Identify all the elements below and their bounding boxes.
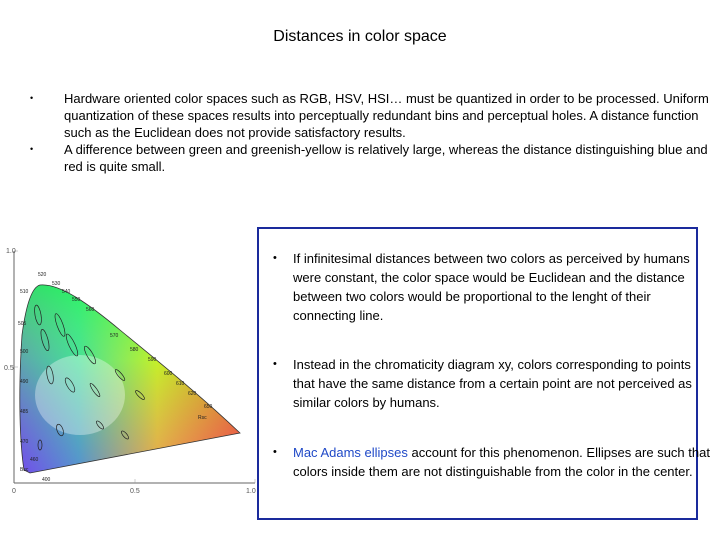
wavelength-label: 520 — [38, 272, 47, 278]
wavelength-label: 610 — [176, 381, 185, 387]
wavelength-label: 530 — [52, 281, 61, 287]
x-tick-label: 0.5 — [130, 488, 140, 495]
wavelength-label: 550 — [72, 297, 81, 303]
wavelength-label: 460 — [30, 457, 39, 463]
wavelength-label: 490 — [20, 379, 29, 385]
bullet-text: Hardware oriented color spaces such as RGB, HSV, HSI… must be quantized in order to be processed. Uniform quantization of these spaces results into perceptually redundant bins and perceptual holes. A distance function such as the Euclidean does not provide satisfactory results. — [64, 91, 709, 140]
bullet-marker: • — [273, 252, 277, 264]
chromaticity-diagram — [0, 245, 262, 500]
wavelength-label: 400 — [42, 477, 51, 483]
wavelength-label: 485 — [20, 409, 29, 415]
bullet-item — [273, 443, 713, 481]
bullet-text: account for this phenomenon. Ellipses are such that colors inside them are not distinguishable from the color in the center. — [293, 445, 710, 479]
wavelength-label: 600 — [164, 371, 173, 377]
explanation-box — [257, 227, 710, 520]
bullet-item — [30, 141, 720, 175]
gamut-fill — [0, 245, 262, 500]
wavelength-label: 510 — [20, 289, 29, 295]
wavelength-label: 580 — [130, 347, 139, 353]
wavelength-label: 620 — [188, 391, 197, 397]
y-tick-label: 1.0 — [6, 248, 16, 255]
bullet-text: If infinitesimal distances between two colors as perceived by humans were constant, the color space would be Euclidean and the distance between two colors would be proportional to the lenght of their connecting line. — [293, 251, 690, 323]
wavelength-label: 505 — [18, 321, 27, 327]
wavelength-label: 590 — [148, 357, 157, 363]
wavelength-label: Bsc — [20, 467, 29, 473]
wavelength-label: 560 — [86, 307, 95, 313]
bullet-marker: • — [30, 144, 34, 154]
bullet-marker: • — [273, 358, 277, 370]
bullet-marker: • — [273, 446, 277, 458]
top-bullet-list — [30, 90, 720, 175]
bullet-item — [273, 355, 713, 412]
wavelength-label: Rsc — [198, 415, 207, 421]
y-tick-label: 0.5 — [4, 365, 14, 372]
slide-title: Distances in color space — [273, 28, 447, 45]
wavelength-label: 570 — [110, 333, 119, 339]
wavelength-label: 540 — [62, 289, 71, 295]
bullet-marker: • — [30, 93, 34, 103]
bullet-text: Instead in the chromaticity diagram xy, colors corresponding to points that have the same distance from a certain point are not perceived as similar colors by humans. — [293, 357, 692, 410]
wavelength-label: 650 — [204, 404, 213, 410]
bullet-text: A difference between green and greenish-yellow is relatively large, whereas the distance distinguishing blue and red is quite small. — [64, 142, 708, 174]
bullet-item — [273, 249, 713, 325]
wavelength-label: 470 — [20, 439, 29, 445]
x-tick-label: 0 — [12, 488, 16, 495]
x-tick-label: 1.0 — [246, 488, 256, 495]
bullet-item — [30, 90, 720, 141]
mac-adams-highlight: Mac Adams ellipses — [293, 445, 408, 460]
wavelength-label: 500 — [20, 349, 29, 355]
